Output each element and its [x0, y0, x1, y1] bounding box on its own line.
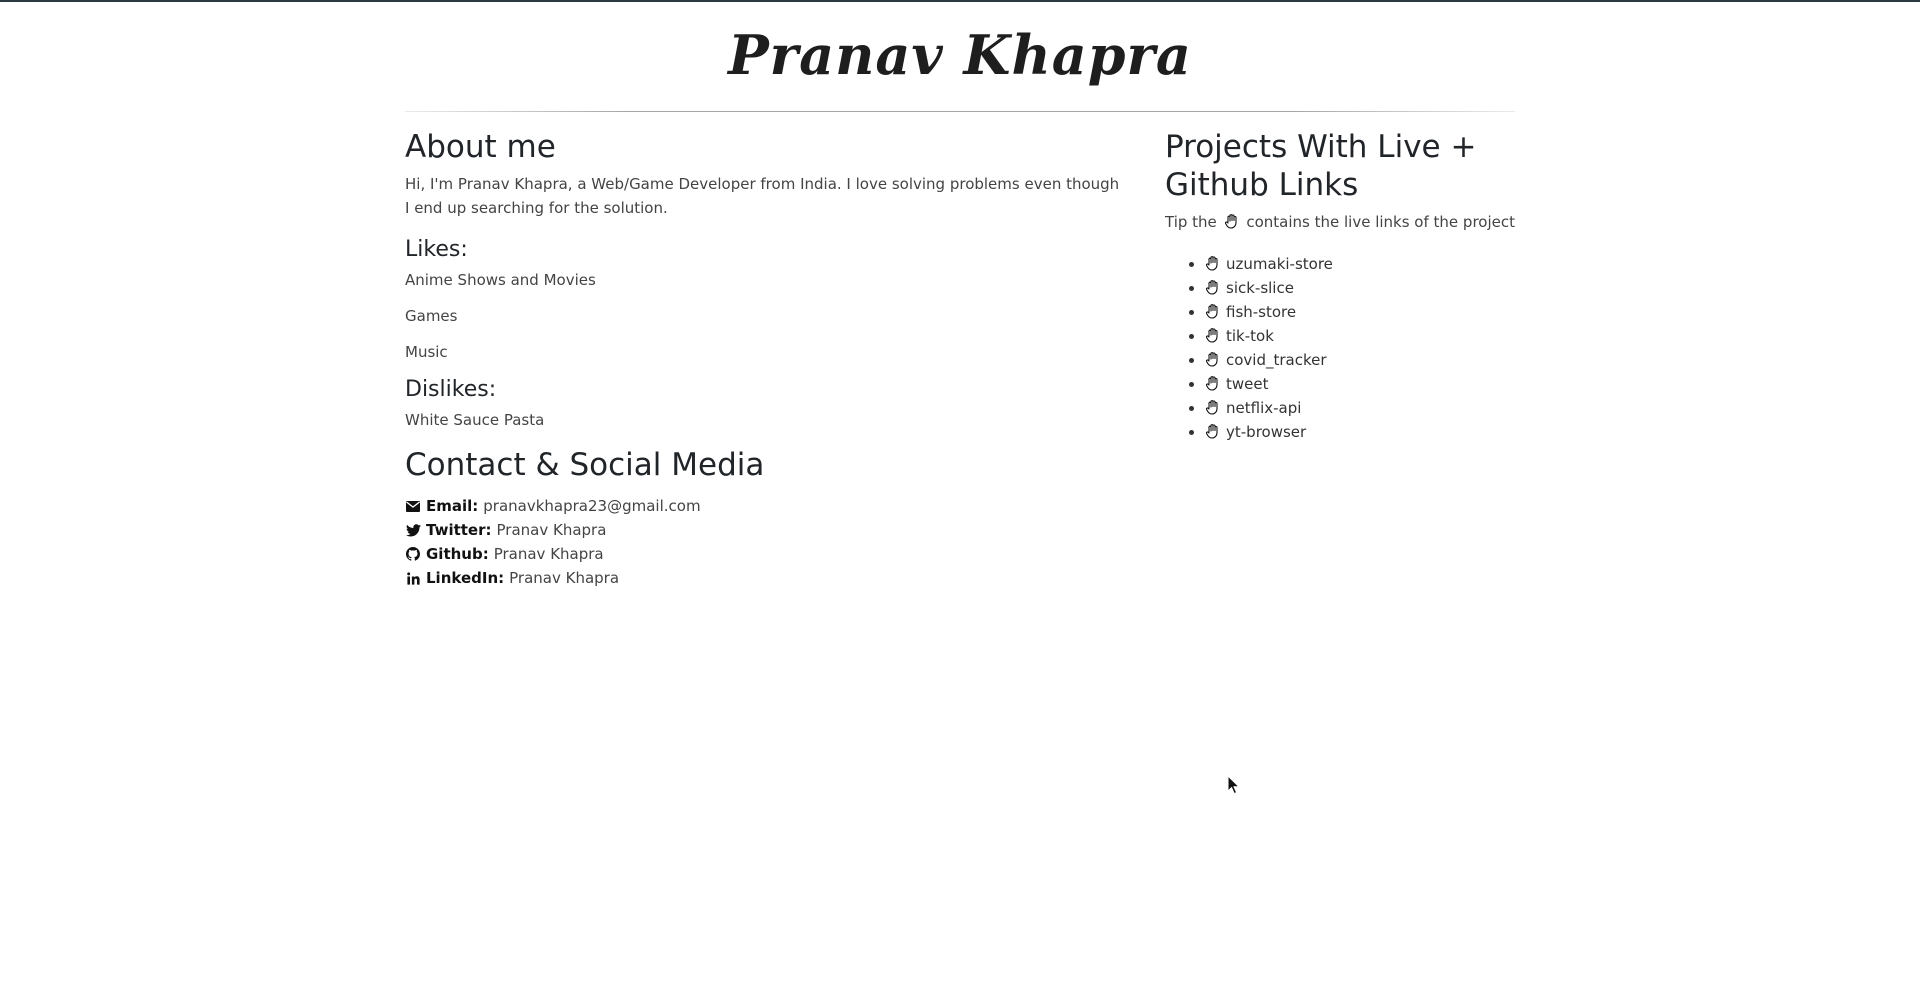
contact-list	[405, 494, 1125, 590]
dislike-item: White Sauce Pasta	[405, 411, 545, 429]
project-github-link[interactable]: covid_tracker	[1226, 351, 1327, 369]
project-item	[1205, 372, 1515, 396]
envelope-icon	[405, 501, 421, 512]
project-github-link[interactable]: tik-tok	[1226, 327, 1274, 345]
likes-heading: Likes:	[405, 237, 468, 262]
contact-twitter	[405, 518, 1125, 542]
hand-icon[interactable]	[1205, 350, 1223, 366]
hand-icon[interactable]	[1205, 254, 1223, 270]
project-item	[1205, 396, 1515, 420]
contact-label: Github:	[426, 545, 489, 563]
hand-icon	[1224, 212, 1240, 236]
like-item: Anime Shows and Movies	[405, 271, 596, 289]
title-divider	[405, 111, 1515, 112]
contact-label: Twitter:	[426, 521, 492, 539]
project-github-link[interactable]: tweet	[1226, 375, 1269, 393]
twitter-icon	[405, 524, 421, 537]
hand-icon[interactable]	[1205, 374, 1223, 390]
about-text: Hi, I'm Pranav Khapra, a Web/Game Developer from India. I love solving problems even though I end up searching for the solution.	[405, 175, 1120, 217]
contact-value[interactable]: pranavkhapra23@gmail.com	[483, 497, 701, 515]
project-item	[1205, 300, 1515, 324]
project-github-link[interactable]: yt-browser	[1226, 423, 1307, 441]
project-github-link[interactable]: sick-slice	[1226, 279, 1294, 297]
dislikes-heading: Dislikes:	[405, 377, 497, 402]
hand-icon[interactable]	[1205, 278, 1223, 294]
tip-suffix: contains the live links of the project	[1246, 213, 1515, 231]
contact-label: Email:	[426, 497, 479, 515]
about-heading: About me	[405, 129, 556, 165]
github-icon	[405, 547, 421, 561]
left-column	[405, 128, 1125, 590]
hand-icon[interactable]	[1205, 326, 1223, 342]
project-github-link[interactable]: uzumaki-store	[1226, 255, 1333, 273]
project-item	[1205, 348, 1515, 372]
contact-linkedin	[405, 566, 1125, 590]
hand-icon[interactable]	[1205, 422, 1223, 438]
contact-email	[405, 494, 1125, 518]
right-column	[1165, 128, 1515, 444]
linkedin-icon	[405, 572, 421, 585]
contact-heading: Contact & Social Media	[405, 447, 765, 483]
tip-prefix: Tip the	[1165, 213, 1217, 231]
hand-icon[interactable]	[1205, 398, 1223, 414]
project-item	[1205, 420, 1515, 444]
project-github-link[interactable]: netflix-api	[1226, 399, 1302, 417]
project-item	[1205, 324, 1515, 348]
site-title: Pranav Khapra	[728, 23, 1192, 87]
contact-value[interactable]: Pranav Khapra	[493, 545, 604, 563]
like-item: Games	[405, 307, 458, 325]
contact-label: LinkedIn:	[426, 569, 505, 587]
mouse-cursor-icon	[1227, 775, 1241, 795]
projects-tip	[1165, 210, 1515, 236]
project-item	[1205, 276, 1515, 300]
projects-heading: Projects With Live + Github Links	[1165, 129, 1477, 203]
contact-github	[405, 542, 1125, 566]
project-item	[1205, 252, 1515, 276]
contact-value[interactable]: Pranav Khapra	[509, 569, 620, 587]
project-list	[1165, 252, 1515, 444]
like-item: Music	[405, 343, 448, 361]
contact-value[interactable]: Pranav Khapra	[496, 521, 607, 539]
hand-icon[interactable]	[1205, 302, 1223, 318]
project-github-link[interactable]: fish-store	[1226, 303, 1297, 321]
page-container	[405, 0, 1515, 587]
